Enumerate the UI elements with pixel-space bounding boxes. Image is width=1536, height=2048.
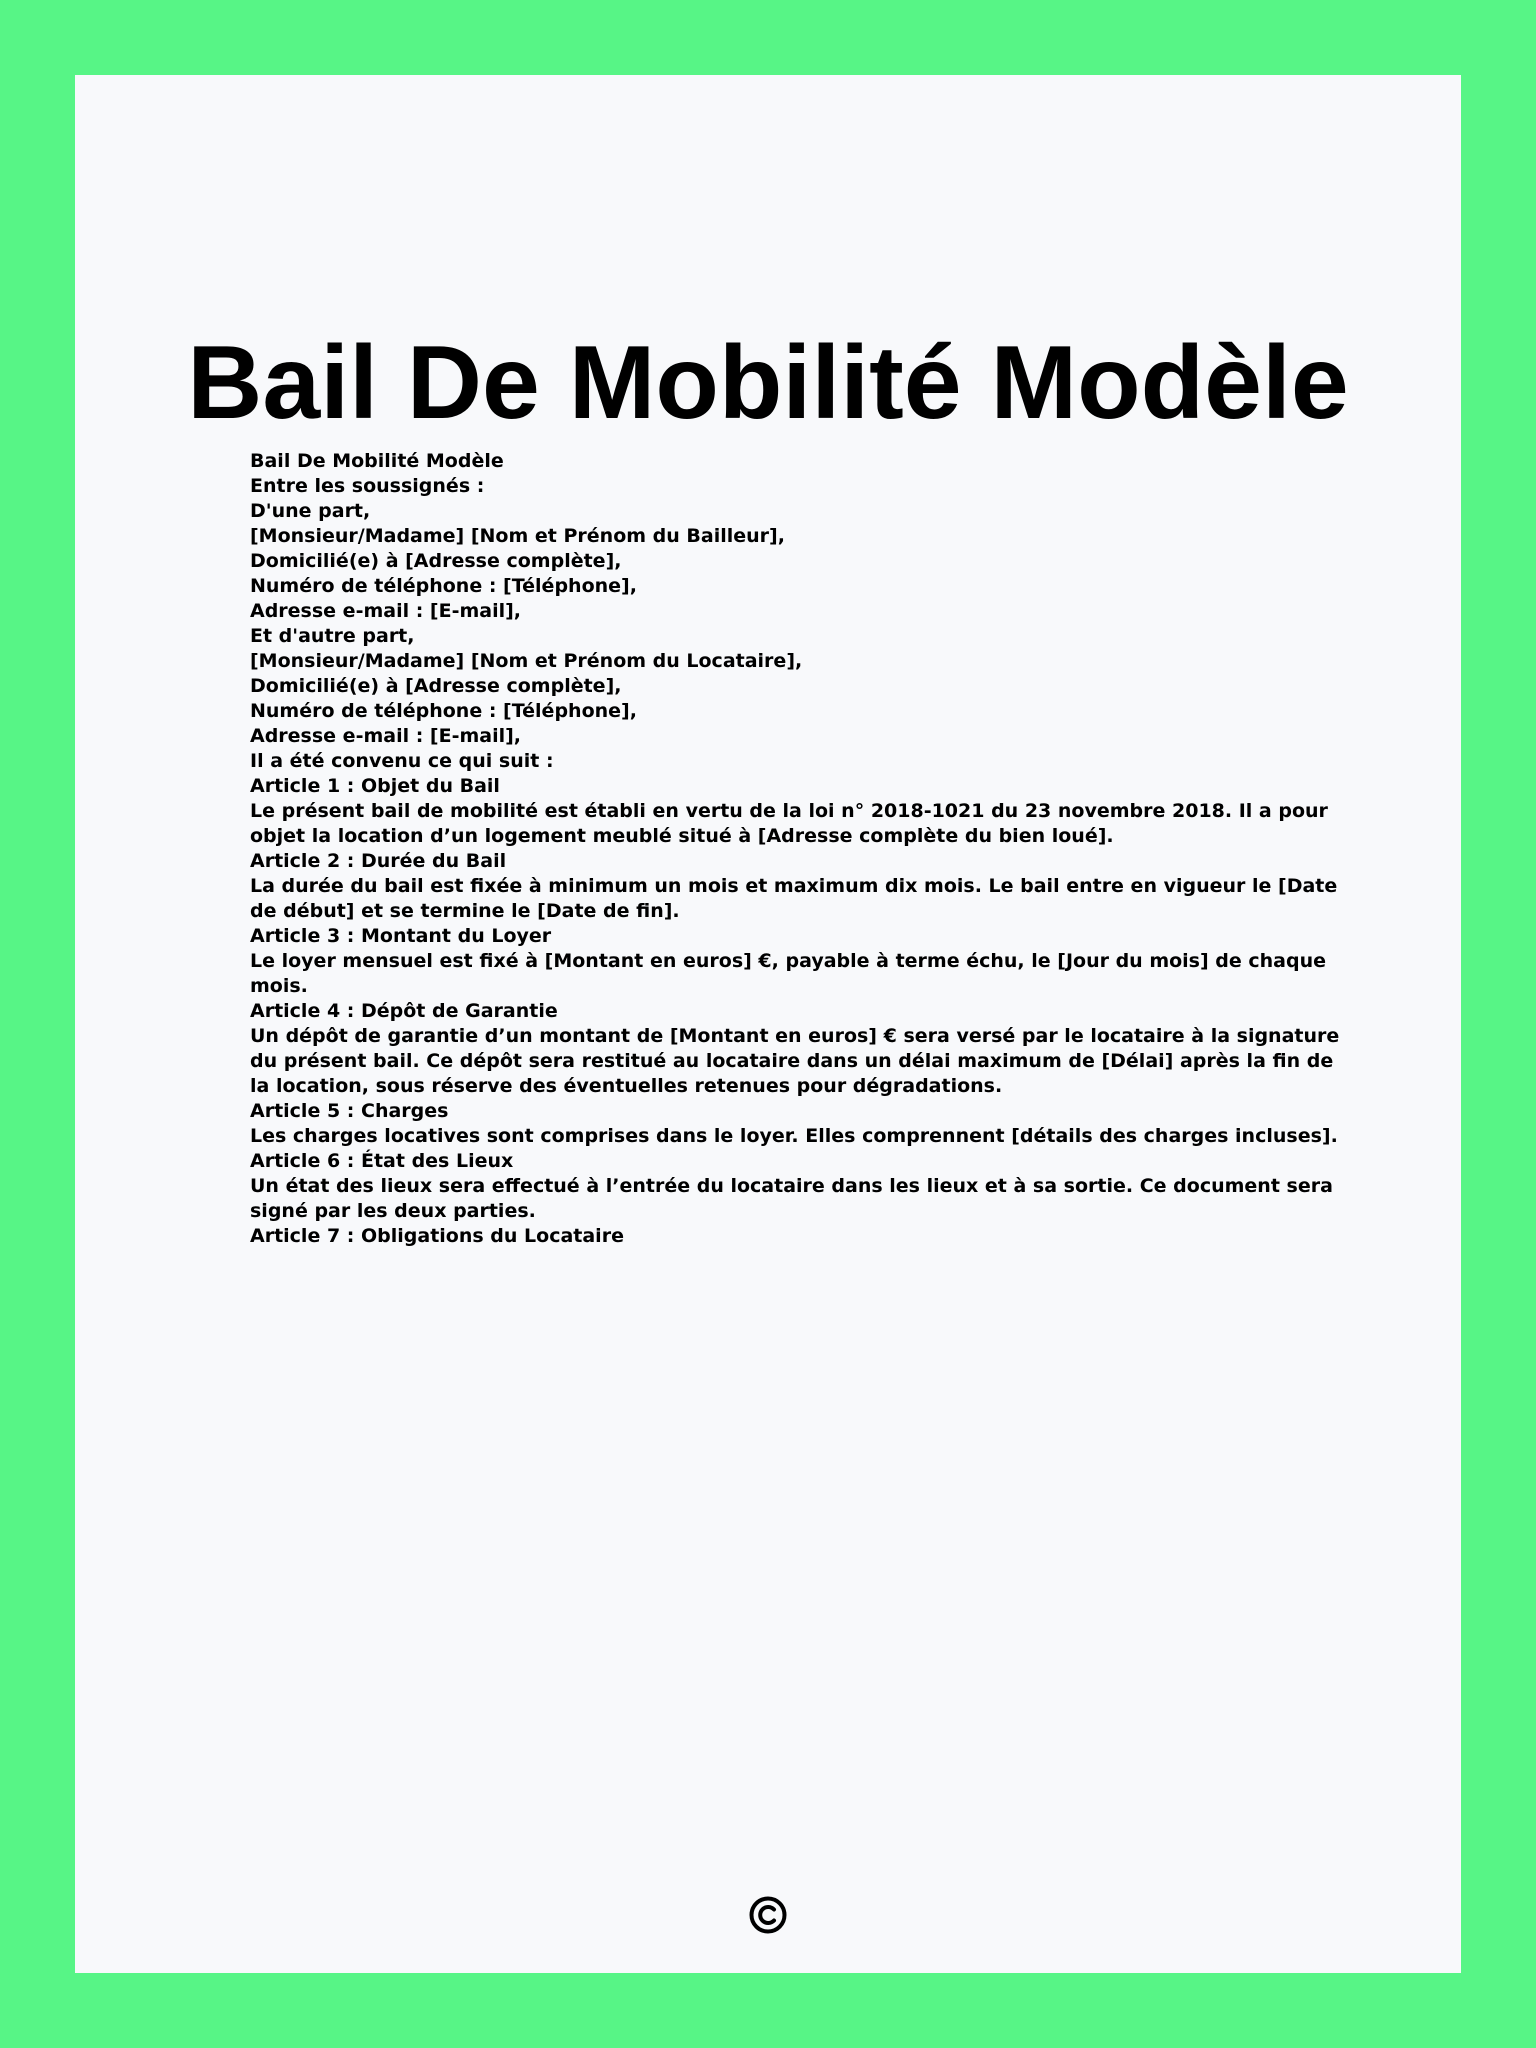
party1-phone: Numéro de téléphone : [Téléphone], (250, 575, 637, 597)
footer (75, 1895, 1461, 1939)
party1-email: Adresse e-mail : [E-mail], (250, 600, 522, 622)
article-title: Article 5 : Charges (250, 1100, 449, 1122)
article-title: Article 7 : Obligations du Locataire (250, 1225, 624, 1247)
party2-label: Et d'autre part, (250, 625, 415, 647)
party2-address: Domicilié(e) à [Adresse complète], (250, 675, 622, 697)
agreement-text: Il a été convenu ce qui suit : (250, 750, 554, 772)
article-title: Article 6 : État des Lieux (250, 1150, 514, 1172)
article-text: Les charges locatives sont comprises dans le loyer. Elles comprennent [détails des charges incluses]. (250, 1125, 1338, 1147)
party1-address: Domicilié(e) à [Adresse complète], (250, 550, 622, 572)
document-body (250, 449, 1350, 1249)
article-text: Un état des lieux sera effectué à l’entrée du locataire dans les lieux et à sa sortie. Ce document sera signé par les deux parties. (250, 1175, 1333, 1222)
party1-label: D'une part, (250, 500, 371, 522)
article-title: Article 4 : Dépôt de Garantie (250, 1000, 558, 1022)
document-heading: Bail De Mobilité Modèle (250, 450, 504, 472)
copyright-icon (748, 1895, 788, 1935)
article-title: Article 3 : Montant du Loyer (250, 925, 552, 947)
page-title: Bail De Mobilité Modèle (187, 325, 1349, 441)
article-text: La durée du bail est fixée à minimum un mois et maximum dix mois. Le bail entre en vigueur le [Date de début] et se termine le [Date de fin]. (250, 875, 1338, 922)
party2-name: [Monsieur/Madame] [Nom et Prénom du Locataire], (250, 650, 803, 672)
article-text: Le présent bail de mobilité est établi en vertu de la loi n° 2018-1021 du 23 novembre 2018. Il a pour objet la location d’un logement meublé situé à [Adresse complète du bien loué]. (250, 800, 1328, 847)
article-text: Le loyer mensuel est fixé à [Montant en euros] €, payable à terme échu, le [Jour du mois] de chaque mois. (250, 950, 1327, 997)
intro-text: Entre les soussignés : (250, 475, 485, 497)
article-text: Un dépôt de garantie d’un montant de [Montant en euros] € sera versé par le locataire à la signature du présent bail. Ce dépôt sera restitué au locataire dans un délai maximum de [Délai] après la fin de la location, sous réserve des éventuelles retenues pour dégradations. (250, 1025, 1340, 1097)
article-title: Article 1 : Objet du Bail (250, 775, 500, 797)
article-title: Article 2 : Durée du Bail (250, 850, 507, 872)
party2-email: Adresse e-mail : [E-mail], (250, 725, 522, 747)
party1-name: [Monsieur/Madame] [Nom et Prénom du Bailleur], (250, 525, 785, 547)
party2-phone: Numéro de téléphone : [Téléphone], (250, 700, 637, 722)
document-page (75, 75, 1461, 1973)
